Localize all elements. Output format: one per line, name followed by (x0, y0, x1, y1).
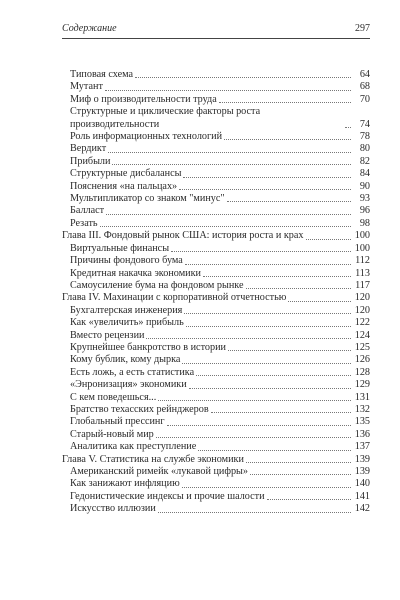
toc-section-entry (62, 429, 370, 441)
toc-section-entry (62, 466, 370, 478)
toc-entry-title: С кем поведешься... (70, 391, 157, 403)
toc-entry-title: Есть ложь, а есть статистика (70, 366, 195, 378)
toc-section-entry (62, 392, 370, 404)
toc-entry-title: Структурные дисбалансы (70, 168, 182, 180)
dot-leader (108, 152, 351, 153)
dot-leader (227, 201, 351, 202)
dot-leader (345, 127, 351, 128)
toc-section-entry (62, 106, 370, 131)
toc-entry-page: 120 (354, 304, 370, 316)
toc-entry-page: 74 (359, 118, 370, 130)
dot-leader (112, 164, 351, 165)
toc-chapter-entry (62, 454, 370, 466)
toc-entry-page: 82 (359, 155, 370, 167)
toc-entry-title: Миф о производительности труда (70, 93, 217, 105)
toc-entry-page: 140 (354, 478, 370, 490)
toc-section-entry (62, 168, 370, 180)
toc-entry-title: Мутант (70, 81, 103, 93)
dot-leader (246, 288, 352, 289)
toc-section-entry (62, 131, 370, 143)
toc-entry-page: 120 (354, 292, 370, 304)
toc-entry-title: Виртуальные финансы (70, 242, 170, 254)
toc-entry-page: 68 (359, 81, 370, 93)
toc-section-entry (62, 255, 370, 267)
toc-section-entry (62, 69, 370, 81)
dot-leader (105, 90, 351, 91)
toc-entry-title: Глава IV. Махинации с корпоративной отчетностью (62, 292, 287, 304)
toc-section-entry (62, 491, 370, 503)
toc-chapter-entry (62, 230, 370, 242)
toc-entry-page: 113 (355, 267, 370, 279)
toc-entry-page: 98 (359, 217, 370, 229)
toc-entry-page: 137 (354, 441, 370, 453)
toc-entry-page: 139 (354, 466, 370, 477)
toc-section-entry (62, 156, 370, 168)
toc-entry-title: Старый-новый мир (70, 428, 154, 440)
toc-section-entry (62, 193, 370, 205)
toc-entry-title: Бухгалтерская инженерия (70, 304, 183, 316)
toc-entry-page: 78 (359, 131, 370, 143)
toc-entry-title: Балласт (70, 205, 105, 217)
toc-section-entry (62, 305, 370, 317)
toc-entry-page: 90 (359, 180, 370, 192)
dot-leader (203, 276, 351, 277)
toc-entry-title: Самоусиление бума на фондовом рынке (70, 279, 244, 291)
toc-section-entry (62, 181, 370, 193)
toc-entry-page: 100 (354, 242, 370, 254)
dot-leader (167, 425, 351, 426)
toc-section-entry (62, 218, 370, 230)
toc-entry-page: 136 (354, 428, 370, 440)
toc-section-entry (62, 404, 370, 416)
toc-entry-page: 84 (359, 168, 370, 180)
page-number: 297 (355, 23, 370, 34)
dot-leader (100, 226, 351, 227)
toc-section-entry (62, 367, 370, 379)
toc-entry-title: Типовая схема (70, 69, 134, 80)
toc-entry-title: Братство техасских рейнджеров (70, 403, 209, 415)
toc-entry-page: 112 (355, 255, 370, 267)
toc-entry-page: 64 (359, 69, 370, 80)
toc-entry-title: Мультипликатор со знаком "минус" (70, 193, 225, 205)
running-head-title: Содержание (62, 23, 117, 34)
dot-leader (246, 462, 351, 463)
toc-section-entry (62, 503, 370, 515)
toc-entry-title: Глобальный прессинг (70, 416, 165, 428)
toc-entry-title: Аналитика как преступление (70, 441, 197, 453)
dot-leader (171, 251, 351, 252)
toc-section-entry (62, 354, 370, 366)
toc-entry-page: 122 (354, 317, 370, 329)
dot-leader (182, 363, 351, 364)
dot-leader (156, 437, 351, 438)
dot-leader (135, 77, 351, 78)
toc-entry-title: Кому бублик, кому дырка (70, 354, 181, 366)
toc-entry-title: Вместо рецензии (70, 329, 145, 341)
toc-entry-page: 93 (359, 193, 370, 205)
toc-entry-page: 70 (359, 93, 370, 105)
toc-section-entry (62, 379, 370, 391)
toc-entry-title: Глава III. Фондовый рынок США: история роста и крах (62, 230, 304, 242)
dot-leader (228, 350, 351, 351)
toc-entry-title: Роль информационных технологий (70, 131, 223, 143)
toc-entry-title: Гедонистические индексы и прочие шалости (70, 490, 265, 502)
toc-entry-page: 124 (354, 329, 370, 341)
toc-entry-title: Глава V. Статистика на службе экономики (62, 453, 244, 465)
toc-entry-page: 142 (354, 503, 370, 515)
dot-leader (185, 264, 351, 265)
dot-leader (288, 301, 351, 302)
dot-leader (198, 450, 351, 451)
toc-section-entry (62, 342, 370, 354)
toc-section-entry (62, 205, 370, 217)
dot-leader (189, 388, 351, 389)
toc-section-entry (62, 143, 370, 155)
toc-entry-title: Структурные и циклические факторы роста производительности (70, 106, 344, 131)
toc-entry-page: 96 (359, 205, 370, 217)
dot-leader (250, 474, 351, 475)
toc-entry-title: Резать (70, 217, 98, 229)
toc-entry-page: 117 (355, 279, 370, 291)
toc-entry-page: 139 (354, 453, 370, 465)
toc-entry-title: Крупнейшее банкротство в истории (70, 341, 226, 353)
dot-leader (183, 177, 351, 178)
toc-entry-title: Как занижают инфляцию (70, 478, 180, 490)
table-of-contents (62, 69, 370, 516)
toc-entry-page: 129 (354, 379, 370, 391)
dot-leader (267, 499, 351, 500)
toc-section-entry (62, 94, 370, 106)
toc-section-entry (62, 441, 370, 453)
dot-leader (196, 375, 351, 376)
toc-section-entry (62, 478, 370, 490)
header-rule (62, 38, 370, 39)
toc-entry-title: Прибыли (70, 155, 111, 167)
toc-chapter-entry (62, 292, 370, 304)
dot-leader (306, 239, 352, 240)
dot-leader (158, 512, 351, 513)
toc-entry-title: Искусство иллюзии (70, 503, 156, 515)
dot-leader (106, 214, 351, 215)
toc-section-entry (62, 81, 370, 93)
toc-entry-page: 126 (354, 354, 370, 366)
toc-entry-title: Причины фондового бума (70, 255, 183, 267)
dot-leader (219, 102, 351, 103)
toc-entry-title: Американский римейк «лукавой цифры» (70, 466, 248, 477)
toc-entry-title: «Энронизация» экономики (70, 379, 187, 391)
toc-entry-title: Вердикт (70, 143, 107, 155)
toc-entry-title: Кредитная накачка экономики (70, 267, 201, 279)
dot-leader (146, 338, 351, 339)
toc-entry-page: 141 (354, 490, 370, 502)
toc-section-entry (62, 317, 370, 329)
toc-section-entry (62, 243, 370, 255)
toc-entry-page: 131 (354, 391, 370, 403)
toc-section-entry (62, 330, 370, 342)
toc-entry-title: Как «увеличить» прибыль (70, 317, 184, 329)
toc-entry-title: Пояснения «на пальцах» (70, 180, 178, 192)
running-head (62, 22, 370, 36)
dot-leader (211, 412, 351, 413)
toc-entry-page: 100 (354, 230, 370, 242)
toc-entry-page: 132 (354, 403, 370, 415)
dot-leader (184, 313, 351, 314)
dot-leader (186, 326, 351, 327)
dot-leader (224, 139, 351, 140)
toc-section-entry (62, 280, 370, 292)
dot-leader (158, 400, 351, 401)
toc-section-entry (62, 268, 370, 280)
toc-section-entry (62, 416, 370, 428)
dot-leader (182, 487, 351, 488)
toc-entry-page: 135 (354, 416, 370, 428)
toc-entry-page: 80 (359, 143, 370, 155)
dot-leader (179, 189, 351, 190)
toc-entry-page: 128 (354, 366, 370, 378)
toc-entry-page: 125 (354, 341, 370, 353)
